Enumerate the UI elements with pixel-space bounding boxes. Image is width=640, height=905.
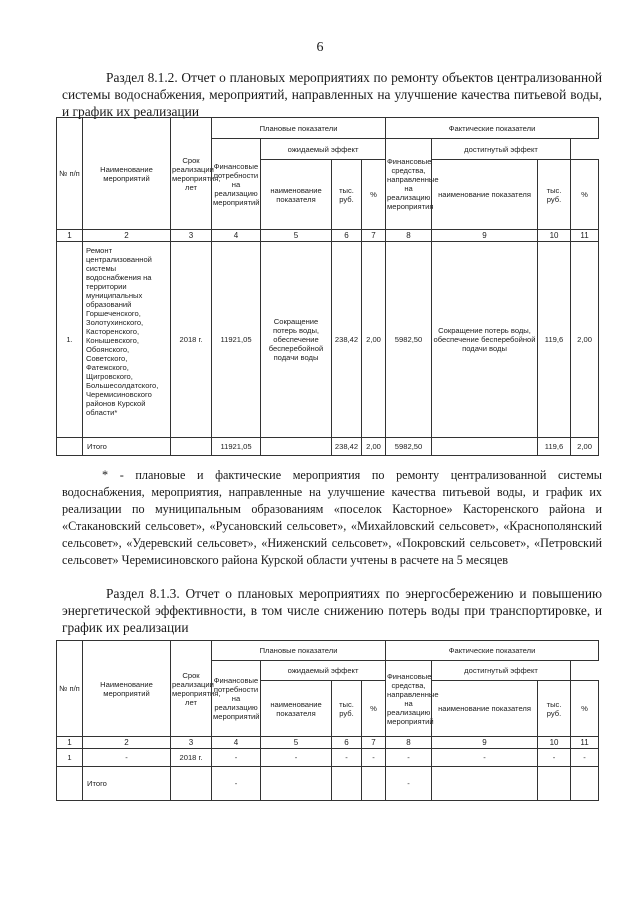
total-row [57,438,599,456]
col-header-num: № п/п [57,118,83,230]
column-number: 5 [261,737,332,749]
column-number-row [57,230,599,242]
total-fact-thous: 119,6 [538,438,571,456]
column-number: 4 [212,737,261,749]
row-plan-thous: 238,42 [332,242,362,438]
col-header-expected: ожидаемый эффект [261,661,386,681]
section-8-1-3-title [62,585,602,636]
col-header-planned: Плановые показатели [212,641,386,661]
column-number: 3 [171,737,212,749]
col-header-achieved: достигнутый эффект [432,139,571,160]
total-fin-means: - [386,767,432,801]
row-name: Ремонт централизованной системы водоснабжения на территории муниципальных образований Горшеченского, Золотухинского, Касторенского, Конышевского, Обоянского, Советского, Фатежского, Щигровского, Большесолдатского, Черемисиновского районов Курской области* [83,242,171,438]
total-fin-means: 5982,50 [386,438,432,456]
col-header-achieved: достигнутый эффект [432,661,571,681]
column-number: 6 [332,737,362,749]
column-number: 8 [386,230,432,242]
col-header-num: № п/п [57,641,83,737]
col-header-pct: % [362,160,386,230]
column-number: 4 [212,230,261,242]
col-header-fin-means: Финансовые средства, направленные на реализацию мероприятия [386,139,432,230]
col-header-planned: Плановые показатели [212,118,386,139]
section-title-text: Раздел 8.1.2. Отчет о плановых мероприятиях по ремонту объектов централизованной системы водоснабжения, мероприятий, направленных на улучшение качества питьевой воды, и график их реализации [62,70,602,119]
column-number: 10 [538,230,571,242]
table-8-1-2 [56,117,599,456]
column-number: 9 [432,737,538,749]
total-plan-pct: 2,00 [362,438,386,456]
col-header-name: Наименование мероприятий [83,118,171,230]
col-header-name: Наименование мероприятий [83,641,171,737]
col-header-fin-need: Финансовые потребности на реализацию мероприятий [212,139,261,230]
total-row [57,767,599,801]
column-number-row [57,737,599,749]
col-header-expected: ожидаемый эффект [261,139,386,160]
row-plan-indicator: - [261,749,332,767]
row-fact-pct: 2,00 [571,242,599,438]
row-fin-means: 5982,50 [386,242,432,438]
col-header-indicator: наименование показателя [261,681,332,737]
column-number: 11 [571,737,599,749]
row-fin-need: 11921,05 [212,242,261,438]
col-header-thous: тыс. руб. [538,681,571,737]
column-number: 8 [386,737,432,749]
row-plan-pct: - [362,749,386,767]
column-number: 3 [171,230,212,242]
row-plan-thous: - [332,749,362,767]
column-number: 9 [432,230,538,242]
table-row [57,749,599,767]
col-header-thous: тыс. руб. [538,160,571,230]
column-number: 5 [261,230,332,242]
col-header-actual: Фактические показатели [386,641,599,661]
row-plan-pct: 2,00 [362,242,386,438]
footnote [62,467,602,569]
footnote-text: * - плановые и фактические мероприятия по ремонту централизованной системы водоснабжения, мероприятия, направленные на улучшение качества питьевой воды, и график их реализации по муниципальным образованиям «поселок Касторное» Касторенского района и «Стакановский сельсовет», «Русановский сельсовет», «Михайловский сельсовет», «Краснополянский сельсовет», «Удеревский сельсовет», «Ниженский сельсовет», «Покровский сельсовет», «Петровский сельсовет» Черемисиновского района Курской области учтены в расчете на 5 месяцев [62,468,602,567]
total-fin-need: - [212,767,261,801]
row-name: - [83,749,171,767]
total-plan-thous: 238,42 [332,438,362,456]
col-header-pct: % [571,160,599,230]
column-number: 2 [83,737,171,749]
row-fin-need: - [212,749,261,767]
total-fin-need: 11921,05 [212,438,261,456]
table-8-1-3 [56,640,599,801]
column-number: 1 [57,737,83,749]
row-num: 1. [57,242,83,438]
col-header-indicator: наименование показателя [432,681,538,737]
page-number: 6 [316,40,324,55]
column-number: 6 [332,230,362,242]
header-row [57,118,599,139]
row-fact-pct: - [571,749,599,767]
col-header-actual: Фактические показатели [386,118,599,139]
total-label: Итого [83,767,171,801]
row-fact-indicator: - [432,749,538,767]
column-number: 7 [362,230,386,242]
col-header-thous: тыс. руб. [332,160,362,230]
column-number: 1 [57,230,83,242]
col-header-thous: тыс. руб. [332,681,362,737]
header-row [57,641,599,661]
col-header-indicator: наименование показателя [432,160,538,230]
row-fact-indicator: Сокращение потерь воды, обеспечение бесперебойной подачи воды [432,242,538,438]
col-header-indicator: наименование показателя [261,160,332,230]
column-number: 11 [571,230,599,242]
total-label: Итого [83,438,171,456]
row-fact-thous: 119,6 [538,242,571,438]
col-header-pct: % [362,681,386,737]
row-term: 2018 г. [171,749,212,767]
column-number: 10 [538,737,571,749]
table-row [57,242,599,438]
col-header-fin-need: Финансовые потребности на реализацию мероприятий [212,661,261,737]
col-header-term: Срок реализации мероприятия, лет [171,118,212,230]
row-num: 1 [57,749,83,767]
col-header-fin-means: Финансовые средства, направленные на реализацию мероприятий [386,661,432,737]
section-8-1-2-title [62,69,602,120]
row-term: 2018 г. [171,242,212,438]
column-number: 2 [83,230,171,242]
column-number: 7 [362,737,386,749]
row-fin-means: - [386,749,432,767]
col-header-pct: % [571,681,599,737]
total-fact-pct: 2,00 [571,438,599,456]
row-plan-indicator: Сокращение потерь воды, обеспечение бесперебойной подачи воды [261,242,332,438]
section-title-text: Раздел 8.1.3. Отчет о плановых мероприятиях по энергосбережению и повышению энергетической эффективности, в том числе снижению потерь воды при транспортировке, и график их реализации [62,586,602,635]
row-fact-thous: - [538,749,571,767]
col-header-term: Срок реализации мероприятия, лет [171,641,212,737]
